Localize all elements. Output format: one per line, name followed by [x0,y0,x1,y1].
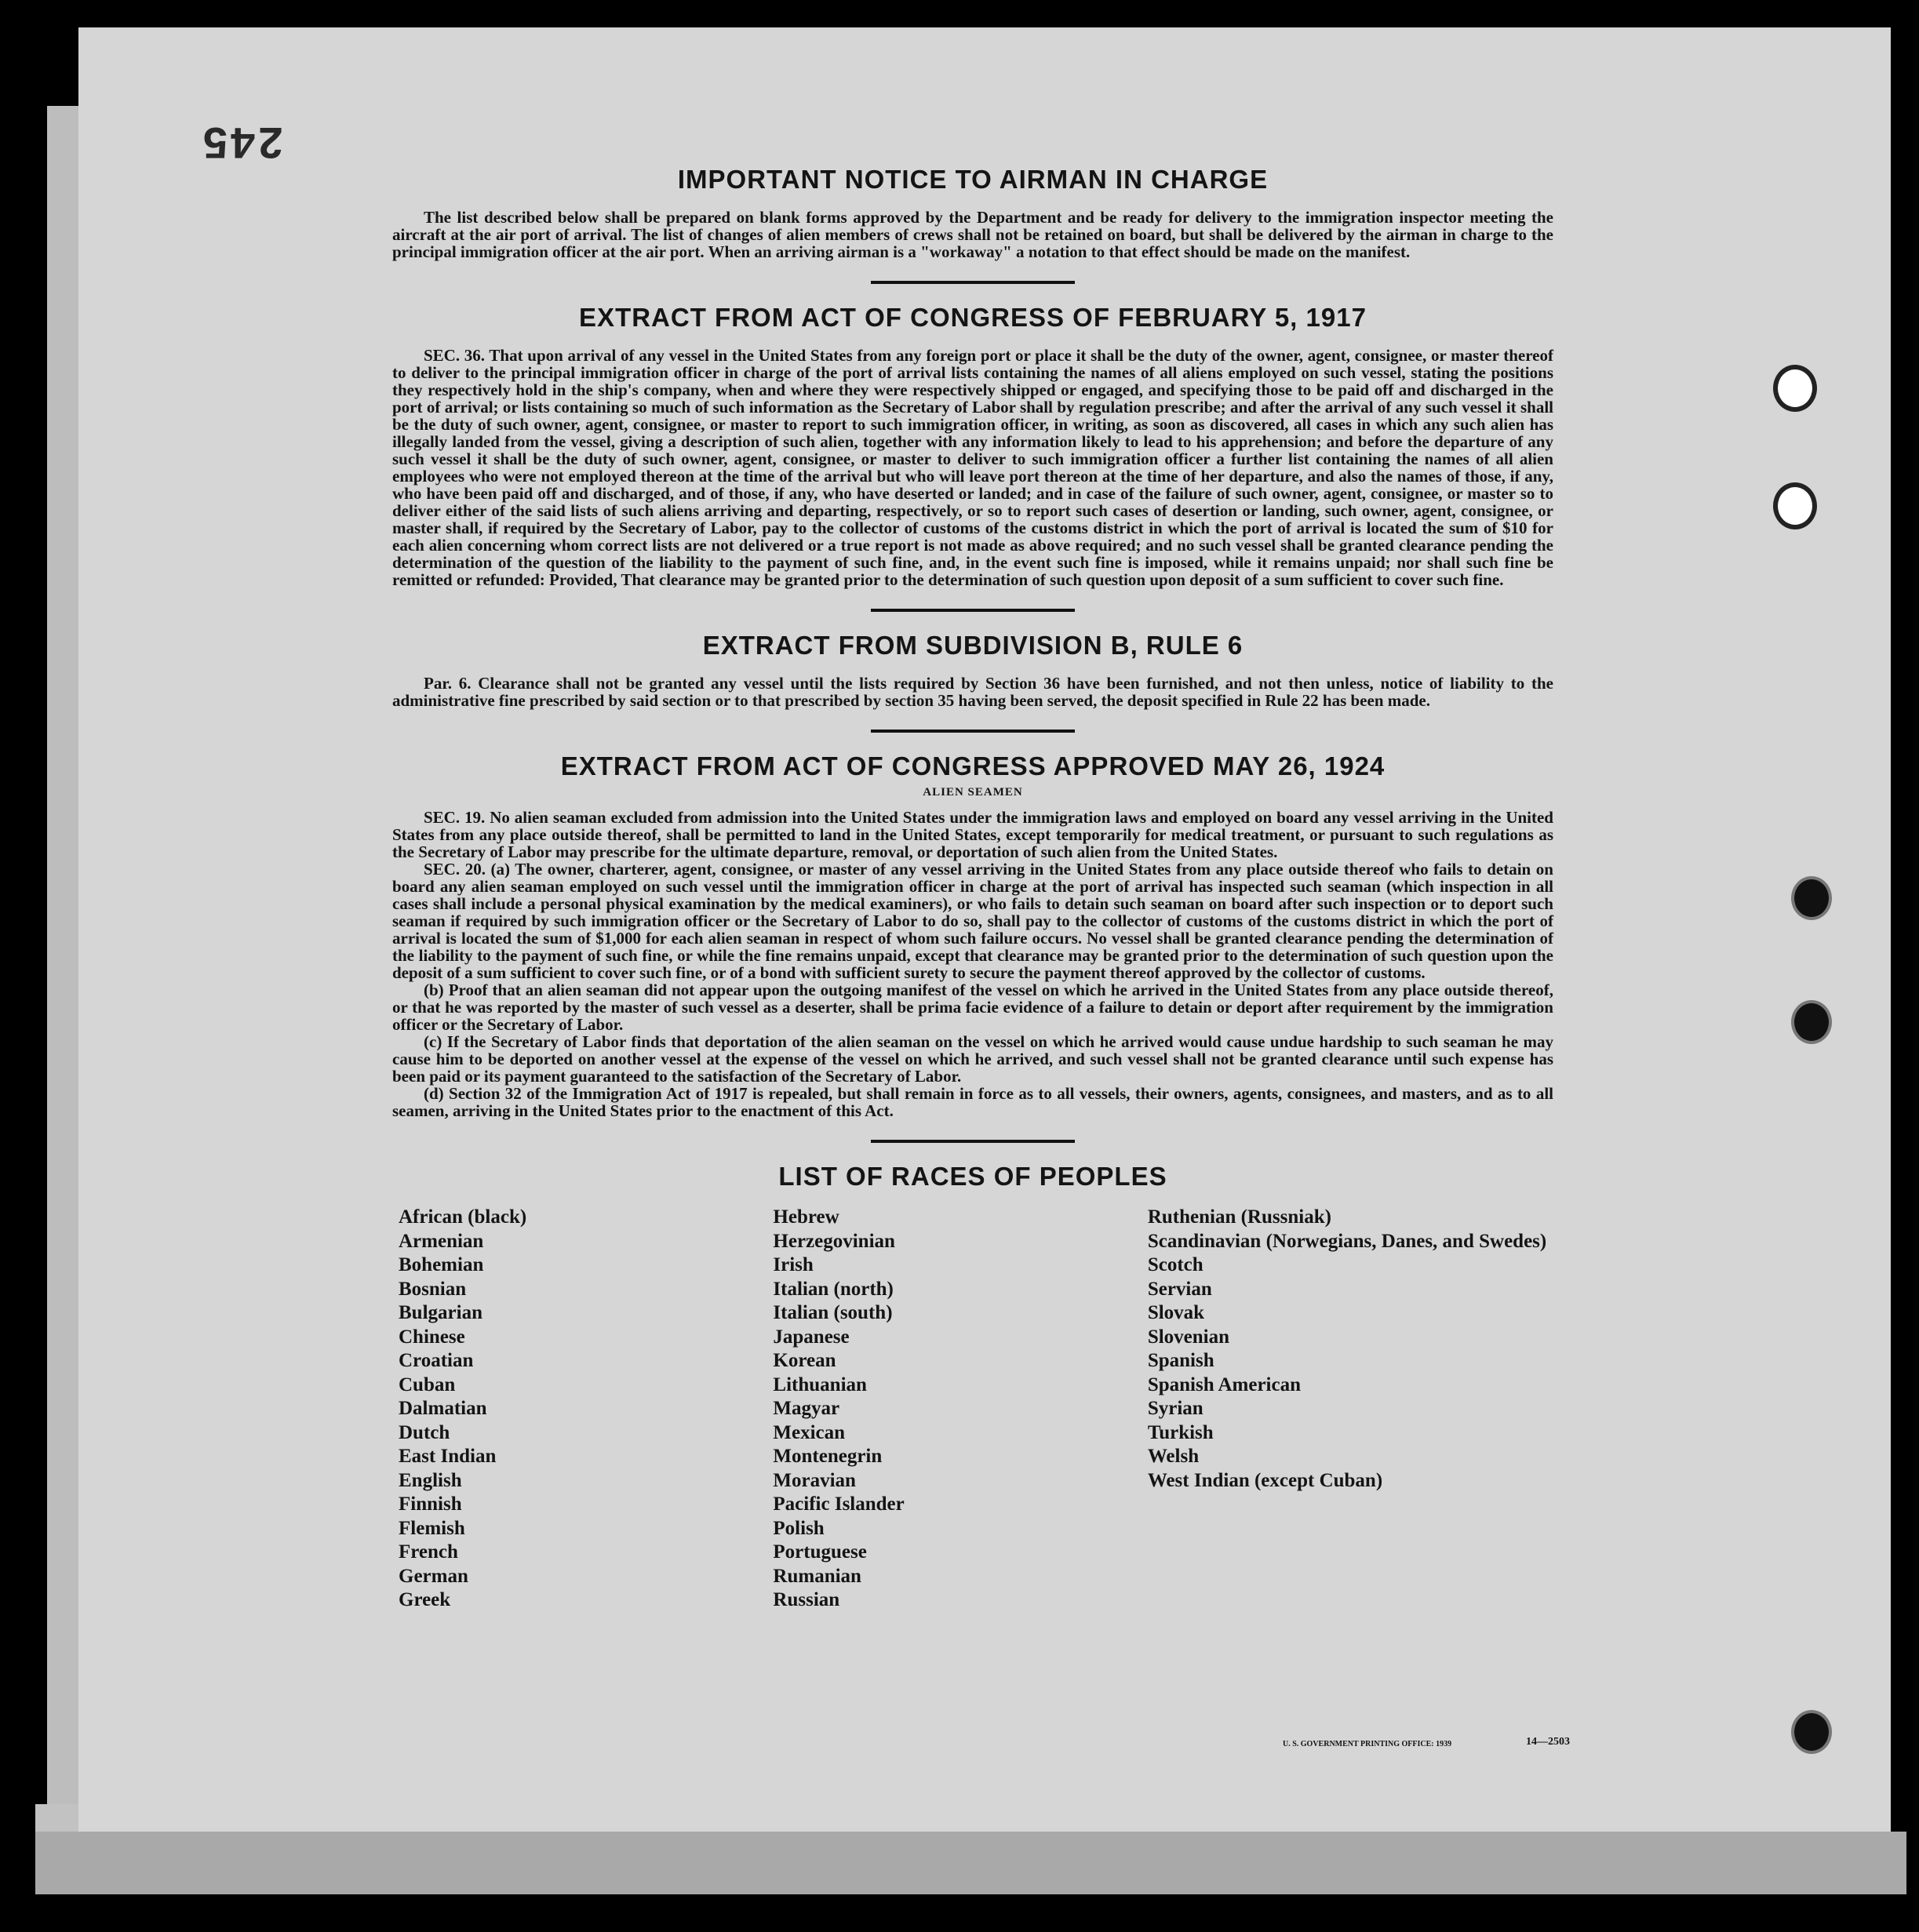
race-item: Spanish [1147,1350,1214,1371]
race-item: Servian [1147,1278,1212,1300]
race-item: Italian (south) [773,1302,893,1323]
race-item: German [399,1565,468,1587]
race-item: Rumanian [773,1565,861,1587]
section-heading: EXTRACT FROM SUBDIVISION B, RULE 6 [702,631,1244,660]
section-heading: EXTRACT FROM ACT OF CONGRESS OF FEBRUARY 5, 1917 [579,303,1367,332]
act-1917-section [392,303,1553,588]
race-item: Armenian [399,1230,484,1252]
printer-credit: U. S. GOVERNMENT PRINTING OFFICE: 1939 [1283,1740,1452,1748]
race-item: Spanish American [1147,1374,1301,1395]
race-item: Portuguese [773,1541,867,1563]
race-item: Lithuanian [773,1374,867,1395]
race-item: Dutch [399,1421,450,1443]
race-item: Welsh [1147,1446,1200,1467]
races-column [392,1206,773,1613]
race-item: Moravian [773,1469,856,1491]
race-item: Korean [773,1350,836,1371]
race-item: Slovenian [1147,1326,1230,1348]
page-number: 245 [200,118,283,168]
race-item: Scotch [1147,1254,1203,1275]
race-item: Japanese [773,1326,850,1348]
section-paragraph: (b) Proof that an alien seaman did not appear upon the outgoing manifest of the vessel on which he arrived in the United States from any place outside thereof, or that he was reported by the master of such vessel as a deserter, shall be prima facie evidence of a failure to detain or deport after requirement by the immigration officer or the Secretary of Labor. [392,981,1553,1034]
race-item: French [399,1541,458,1563]
race-item: Hebrew [773,1206,839,1228]
race-item: Bohemian [399,1254,484,1275]
punch-hole-icon [1773,365,1817,412]
race-item: African (black) [399,1206,527,1228]
race-item: Slovak [1147,1302,1205,1323]
document-content [392,165,1553,1613]
form-code: 14—2503 [1526,1736,1570,1748]
races-section [392,1162,1553,1613]
section-subheading: ALIEN SEAMEN [923,786,1023,799]
race-item: Syrian [1147,1398,1203,1419]
divider [871,281,1075,284]
race-item: Scandinavian (Norwegians, Danes, and Swedes) [1147,1230,1547,1252]
divider [871,1140,1075,1143]
section-paragraph: (d) Section 32 of the Immigration Act of 1917 is repealed, but shall remain in force as to all vessels, their owners, agents, consignees, and masters, and as to all seamen, arriving in the United States prior to the enactment of this Act. [392,1084,1553,1120]
race-item: Magyar [773,1398,840,1419]
section-heading: IMPORTANT NOTICE TO AIRMAN IN CHARGE [677,165,1269,194]
section-paragraph: Par. 6. Clearance shall not be granted any vessel until the lists required by Section 36 have been furnished, and not then unless, notice of liability to the administrative fine prescribed by said section or to that prescribed by section 35 having been served, the deposit specified in Rule 22 has been made. [392,674,1553,710]
punch-hole-icon [1791,1000,1832,1044]
race-item: Bulgarian [399,1302,482,1323]
race-item: Montenegrin [773,1446,883,1467]
section-paragraph: SEC. 20. (a) The owner, charterer, agent, consignee, or master of any vessel arriving in the United States from any place outside thereof who fails to detain on board any alien seaman employed on such vessel until the immigration officer in charge at the port of arrival has inspected such seaman (which inspection in all cases shall include a personal physical examination by the medical examiners), or who fails to detain such seaman on board after such inspection or to deport such seaman if required by such immigration officer or the Secretary of Labor to do so, shall pay to the collector of customs of the customs district in which the port of arrival is located the sum of $1,000 for each alien seaman in respect of whom such failure occurs. No vessel shall be granted clearance pending the determination of the liability to the payment of such fine, or while the fine remains unpaid, except that clearance may be granted prior to the determination of such question upon the deposit of a sum sufficient to cover such fine, or of a bond with sufficient surety to secure the payment thereof approved by the collector of customs. [392,860,1553,982]
race-item: Turkish [1147,1421,1214,1443]
race-item: Herzegovinian [773,1230,895,1252]
section-heading: EXTRACT FROM ACT OF CONGRESS APPROVED MAY 26, 1924 [560,751,1386,780]
race-item: Pacific Islander [773,1494,905,1515]
race-item: Bosnian [399,1278,467,1300]
section-paragraph: SEC. 19. No alien seaman excluded from admission into the United States under the immigration laws and employed on board any vessel arriving in the United States from any place outside thereof, shall be permitted to land in the United States, except temporarily for medical treatment, or pursuant to such regulations as the Secretary of Labor may prescribe for the ultimate departure, removal, or deportation of such alien from the United States. [392,808,1553,861]
race-item: Irish [773,1254,814,1275]
race-item: Chinese [399,1326,465,1348]
punch-hole-icon [1791,1710,1832,1754]
race-item: Dalmatian [399,1398,487,1419]
section-paragraph: (c) If the Secretary of Labor finds that deportation of the alien seaman on the vessel on which he arrived would cause undue hardship to such seaman he may cause him to be deported on another vessel at the expense of the vessel on which he arrived, and such vessel shall not be granted clearance until such expense has been paid or its payment guaranteed to the satisfaction of the Secretary of Labor. [392,1032,1553,1086]
underlying-page-strip [35,1832,1906,1894]
race-item: English [399,1469,462,1491]
race-item: Italian (north) [773,1278,894,1300]
punch-hole-icon [1773,482,1817,529]
race-item: Greek [399,1589,451,1610]
races-list [392,1206,1553,1613]
race-item: Cuban [399,1374,456,1395]
race-item: Mexican [773,1421,846,1443]
race-item: West Indian (except Cuban) [1147,1469,1383,1491]
act-1924-section [392,751,1553,1119]
races-column [773,1206,1147,1613]
punch-hole-icon [1791,876,1832,920]
race-item: Finnish [399,1494,462,1515]
section-paragraph: SEC. 36. That upon arrival of any vessel in the United States from any foreign port or place it shall be the duty of the owner, agent, consignee, or master thereof to deliver to the principal immigration officer in charge of the port of arrival lists containing the names of all aliens employed on such vessel, stating the positions they respectively hold in the ship's company, when and where they were respectively shipped or engaged, and specifying those to be paid off and discharged in the port of arrival; or lists containing so much of such information as the Secretary of Labor shall by regulation prescribe; and after the arrival of any such vessel it shall be the duty of such owner, agent, consignee, or master to report to such immigration officer, in writing, as soon as discovered, all cases in which any such alien has illegally landed from the vessel, giving a description of such alien, together with any information likely to lead to his apprehension; and before the departure of any such vessel it shall be the duty of such owner, agent, consignee, or master to deliver to such immigration officer a further list containing the names of all alien employees who were not employed thereon at the time of the arrival but who will leave port thereon at the time of her departure, and also the names of those, if any, who have been paid off and discharged, and of those, if any, who have deserted or landed; and in case of the failure of such owner, agent, consignee, or master so to deliver either of the said lists of such aliens arriving and departing, respectively, or so to report such cases of desertion or landing, such owner, agent, consignee, or master shall, if required by the Secretary of Labor, pay to the collector of customs of the customs district in which the port of arrival is located the sum of $10 for each alien concerning whom correct lists are not delivered or a true report is not made as above required; and no such vessel shall be granted clearance pending the determination of the question of the liability to the payment of such fine, and, in the event such fine is imposed, while it remains unpaid; nor shall such fine be remitted or refunded: Provided, That clearance may be granted prior to the determination of such question upon deposit of a sum sufficient to cover such fine. [392,346,1553,589]
race-item: Croatian [399,1350,474,1371]
notice-section [392,165,1553,260]
race-item: Flemish [399,1517,465,1539]
races-column [1148,1206,1553,1613]
rule-6-section [392,631,1553,709]
section-heading: LIST OF RACES OF PEOPLES [778,1162,1167,1191]
section-paragraph: The list described below shall be prepared on blank forms approved by the Department and be ready for delivery to the immigration inspector meeting the aircraft at the air port of arrival. The list of changes of alien members of crews shall not be retained on board, but shall be delivered by the airman in charge to the principal immigration officer at the air port. When an arriving airman is a "workaway" a notation to that effect should be made on the manifest. [392,208,1553,261]
race-item: Ruthenian (Russniak) [1147,1206,1331,1228]
race-item: Polish [773,1517,825,1539]
race-item: East Indian [399,1446,497,1467]
divider [871,730,1075,733]
divider [871,609,1075,612]
race-item: Russian [773,1589,840,1610]
